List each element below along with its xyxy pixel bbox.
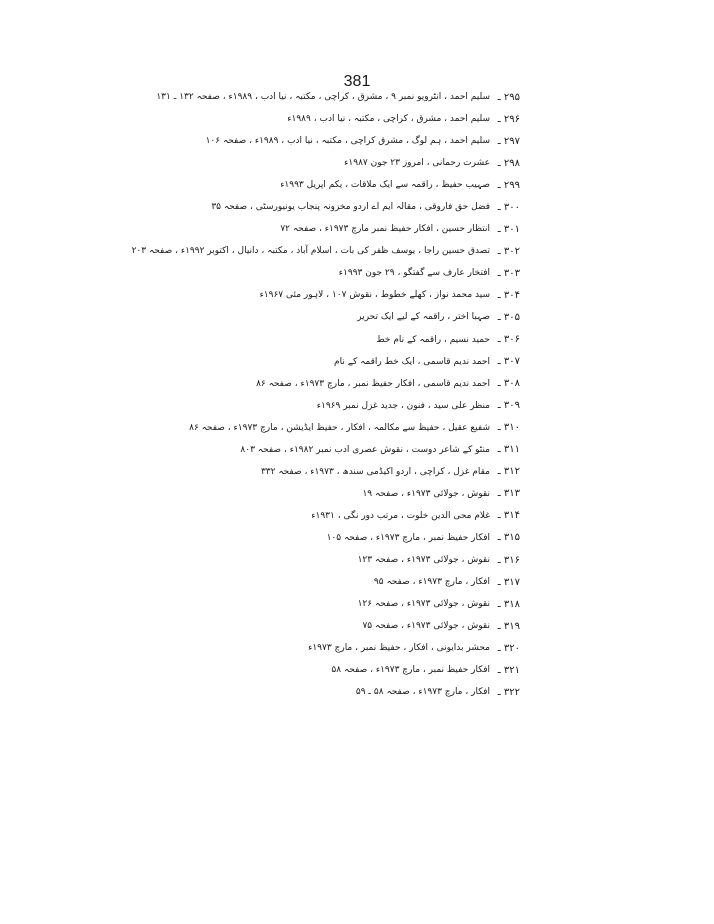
endnote-text: سلیم احمد ، مشرق ، کراچی ، مکتبہ ، نیا ادب ، ۱۹۸۹ء (287, 114, 490, 125)
endnote-text: افکار ، مارچ ۱۹۷۳ء ، صفحہ ۹۵ (373, 577, 490, 588)
endnote-row (230, 681, 520, 703)
endnote-number: ۲۹۶ ـ (497, 113, 520, 125)
endnote-text: شفیع عقیل ، حفیظ سے مکالمہ ، افکار ، حفیظ ایڈیشن ، مارچ ۱۹۷۳ء ، صفحہ ۸۶ (189, 422, 490, 433)
endnote-row (230, 615, 520, 637)
endnote-text: صہبا اختر ، راقمہ کے لیے ایک تحریر (357, 312, 490, 323)
endnote-number: ۳۱۵ ـ (497, 532, 520, 544)
endnote-number: ۳۱۲ ـ (497, 466, 520, 478)
endnote-text: افتخار عارف سے گفتگو ، ۲۹ جون ۱۹۹۳ء (338, 268, 490, 279)
endnote-row (211, 196, 520, 218)
endnote-text: سلیم احمد ، انٹرویو نمبر ۹ ، مشرق ، کراچی ، مکتبہ ، نیا ادب ، ۱۹۸۹ء ، صفحہ ۱۳۲ ـ ۱۳۱ (156, 92, 490, 103)
endnote-row (205, 130, 520, 152)
endnote-number: ۳۱۳ ـ (497, 488, 520, 500)
endnote-text: عشرت رحمانی ، امروز ۲۳ جون ۱۹۸۷ء (344, 158, 490, 169)
endnote-text: حمید نسیم ، راقمہ کے نام خط (376, 334, 490, 345)
endnote-number: ۳۲۲ ـ (497, 686, 520, 698)
endnote-number: ۲۹۸ ـ (497, 157, 520, 169)
endnote-row (230, 483, 520, 505)
endnote-number: ۲۹۵ ـ (497, 91, 520, 103)
endnote-text: سلیم احمد ، ہم لوگ ، مشرق کراچی ، مکتبہ ، نیا ادب ، ۱۹۸۹ء ، صفحہ ۱۰۶ (205, 136, 490, 147)
endnote-text: نقوش ، جولائی ۱۹۷۳ء ، صفحہ ۱۲۶ (357, 599, 490, 610)
endnote-number: ۳۰۷ ـ (497, 356, 520, 368)
endnote-number: ۳۱۱ ـ (497, 444, 520, 456)
endnote-number: ۳۰۹ ـ (497, 400, 520, 412)
endnote-number: ۳۱۶ ـ (497, 554, 520, 566)
endnote-text: نقوش ، جولائی ۱۹۷۳ء ، صفحہ ۱۲۳ (357, 555, 490, 565)
endnote-number: ۳۱۹ ـ (497, 620, 520, 632)
endnote-number: ۳۲۱ ـ (497, 664, 520, 676)
endnote-number: ۳۱۷ ـ (497, 576, 520, 588)
endnote-row (230, 395, 520, 417)
endnote-number: ۳۲۰ ـ (497, 642, 520, 654)
endnote-text: احمد ندیم قاسمی ، ایک خط راقمہ کے نام (334, 356, 490, 367)
endnote-row (230, 659, 520, 681)
endnote-number: ۳۰۲ ـ (497, 245, 520, 257)
endnote-row (230, 505, 520, 527)
endnote-text: مقام غزل ، کراچی ، اردو اکیڈمی سندھ ، ۱۹۷۳ء ، صفحہ ۳۳۲ (260, 466, 490, 477)
page-number: 381 (343, 73, 371, 90)
endnote-text: صہیب حفیظ ، راقمہ سے ایک ملاقات ، یکم اپریل ۱۹۹۳ء (280, 180, 490, 191)
endnote-row (189, 417, 520, 439)
endnote-text: فضل حق فاروقی ، مقالہ ایم اے اردو مخزونہ پنجاب یونیورسٹی ، صفحہ ۳۵ (211, 202, 490, 213)
endnote-text: تصدق حسین راجا ، یوسف ظفر کی بات ، اسلام آباد ، مکتبہ ، دانیال ، اکتوبر ۱۹۹۲ء ، صفحہ ۲۰۳ (131, 246, 490, 257)
endnote-text: منٹو کے شاعر دوست ، نقوش عصری ادب نمبر ۱۹۸۲ء ، صفحہ ۸۰۳ (240, 444, 490, 455)
endnote-row (230, 174, 520, 196)
endnote-row (230, 152, 520, 174)
endnote-number: ۳۰۵ ـ (497, 311, 520, 323)
endnote-row (230, 351, 520, 373)
endnote-text: سید محمد نواز ، کھلے خطوط ، نقوش ۱۰۷ ، لاہور مئی ۱۹۶۷ء (259, 290, 490, 301)
endnote-row (131, 240, 520, 262)
endnotes-list (131, 86, 520, 703)
endnote-row (230, 461, 520, 483)
endnote-number: ۲۹۹ ـ (497, 179, 520, 191)
endnote-row (230, 527, 520, 549)
endnote-row (230, 373, 520, 395)
endnote-text: انتظار حسین ، افکار حفیظ نمبر مارچ ۱۹۷۳ء ، صفحہ ۷۲ (280, 224, 490, 235)
endnote-number: ۳۰۰ ـ (497, 201, 520, 213)
endnote-row (230, 108, 520, 130)
endnote-number: ۳۰۶ ـ (497, 334, 520, 346)
endnote-number: ۳۱۸ ـ (497, 598, 520, 610)
endnote-text: افکار حفیظ نمبر ، مارچ ۱۹۷۳ء ، صفحہ ۵۸ (331, 665, 490, 676)
endnote-number: ۳۰۴ ـ (497, 289, 520, 301)
endnote-row (230, 637, 520, 659)
endnote-row (230, 571, 520, 593)
endnote-number: ۳۰۸ ـ (497, 378, 520, 390)
endnote-number: ۳۰۱ ـ (497, 223, 520, 235)
endnote-text: محشر بدایونی ، افکار ، حفیظ نمبر ، مارچ ۱۹۷۳ء (308, 643, 490, 654)
endnote-text: افکار حفیظ نمبر ، مارچ ۱۹۷۳ء ، صفحہ ۱۰۵ (326, 532, 490, 543)
endnote-text: نقوش ، جولائی ۱۹۷۳ء ، صفحہ ۷۵ (362, 621, 490, 632)
endnote-row (156, 86, 520, 108)
endnote-number: ۲۹۷ ـ (497, 135, 520, 147)
endnote-row (230, 439, 520, 461)
endnote-text: افکار ، مارچ ۱۹۷۳ء ، صفحہ ۵۸ ـ ۵۹ (355, 687, 490, 698)
endnote-number: ۳۱۰ ـ (497, 422, 520, 434)
endnote-row (230, 262, 520, 284)
endnote-row (230, 284, 520, 306)
endnote-row (230, 329, 520, 351)
endnote-row (230, 549, 520, 571)
endnote-row (230, 593, 520, 615)
endnote-number: ۳۰۳ ـ (497, 267, 520, 279)
endnote-row (230, 218, 520, 240)
endnote-text: منظر علی سید ، فنون ، جدید غزل نمبر ۱۹۶۹ء (316, 400, 490, 411)
endnote-text: غلام محی الدین خلوت ، مرتب دور نگی ، ۱۹۳۱ء (311, 510, 490, 521)
endnote-text: نقوش ، جولائی ۱۹۷۳ء ، صفحہ ۱۹ (362, 488, 490, 499)
endnote-number: ۳۱۴ ـ (497, 510, 520, 522)
endnote-text: احمد ندیم قاسمی ، افکار حفیظ نمبر ، مارچ ۱۹۷۳ء ، صفحہ ۸۶ (256, 378, 490, 389)
endnote-row (230, 306, 520, 328)
